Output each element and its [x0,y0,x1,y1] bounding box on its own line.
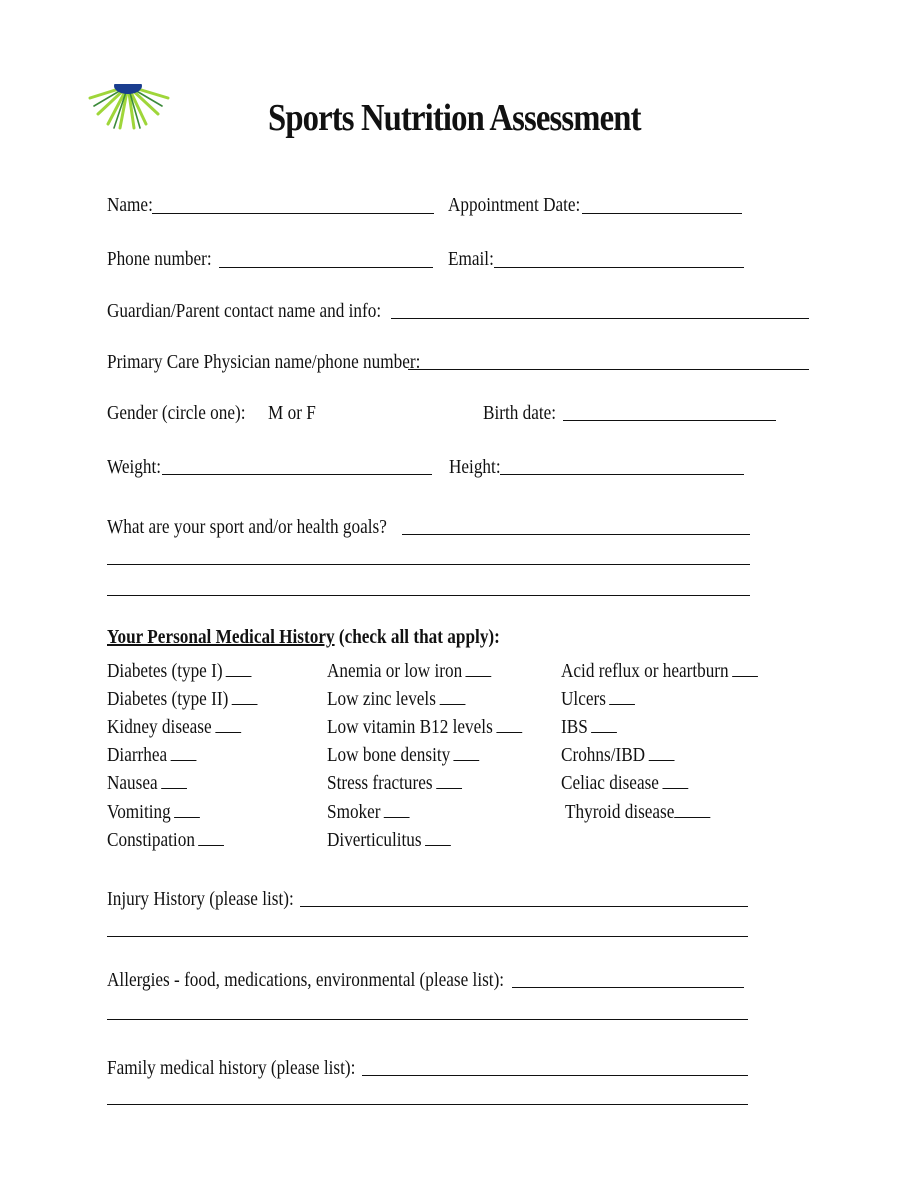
checklist-item[interactable]: Anemia or low iron [327,660,491,683]
physician-label: Primary Care Physician name/phone number: [107,351,421,373]
allergies-field-line-2[interactable] [107,1019,748,1020]
checklist-item[interactable]: Diarrhea [107,744,196,767]
checklist-item[interactable]: Crohns/IBD [561,744,674,767]
checklist-item[interactable]: Nausea [107,772,187,795]
checklist-item[interactable]: Diabetes (type II) [107,688,258,711]
height-field[interactable] [500,474,744,475]
appointment-date-label: Appointment Date: [448,194,581,216]
name-label: Name: [107,194,153,216]
checklist-item[interactable]: IBS [561,716,617,739]
name-field[interactable] [152,213,434,214]
checklist-item[interactable]: Vomiting [107,801,200,824]
injury-label: Injury History (please list): [107,888,294,910]
appointment-date-field[interactable] [582,213,742,214]
checklist-item[interactable]: Kidney disease [107,716,241,739]
email-label: Email: [448,248,494,270]
guardian-field[interactable] [391,318,809,319]
family-history-field-line-1[interactable] [362,1075,748,1076]
gender-label: Gender (circle one): [107,402,246,424]
goals-field-line-3[interactable] [107,595,750,596]
medical-history-heading [107,626,500,649]
goals-label: What are your sport and/or health goals? [107,516,387,538]
goals-field-line-2[interactable] [107,564,750,565]
weight-field[interactable] [162,474,432,475]
checklist-item[interactable]: Celiac disease [561,772,688,795]
checklist-item[interactable]: Low zinc levels [327,688,465,711]
phone-label: Phone number: [107,248,212,270]
checklist-item[interactable]: Low bone density [327,744,479,767]
height-label: Height: [449,456,501,478]
checklist-item[interactable]: Acid reflux or heartburn [561,660,758,683]
birth-date-label: Birth date: [483,402,557,424]
injury-field-line-1[interactable] [300,906,748,907]
weight-label: Weight: [107,456,162,478]
checklist-item[interactable]: Diverticulitus [327,829,451,852]
phone-field[interactable] [219,267,433,268]
checklist-item[interactable]: Constipation [107,829,224,852]
medical-history-heading-underlined: Your Personal Medical History [107,626,335,648]
checklist-item[interactable]: Ulcers [561,688,635,711]
physician-field[interactable] [408,369,809,370]
guardian-label: Guardian/Parent contact name and info: [107,300,382,322]
family-history-field-line-2[interactable] [107,1104,748,1105]
checklist-item[interactable]: Stress fractures [327,772,462,795]
checklist-item[interactable]: Thyroid disease [565,801,711,824]
birth-date-field[interactable] [563,420,776,421]
gender-options[interactable]: M or F [268,402,316,424]
allergies-field-line-1[interactable] [512,987,744,988]
sunburst-logo-icon [76,84,180,132]
medical-history-heading-rest: (check all that apply): [334,626,500,648]
checklist-item[interactable]: Diabetes (type I) [107,660,252,683]
goals-field-line-1[interactable] [402,534,750,535]
checklist-item[interactable]: Smoker [327,801,410,824]
checklist-item[interactable]: Low vitamin B12 levels [327,716,522,739]
email-field[interactable] [494,267,744,268]
family-history-label: Family medical history (please list): [107,1057,356,1079]
form-title: Sports Nutrition Assessment [268,97,641,139]
injury-field-line-2[interactable] [107,936,748,937]
allergies-label: Allergies - food, medications, environmental (please list): [107,969,505,991]
